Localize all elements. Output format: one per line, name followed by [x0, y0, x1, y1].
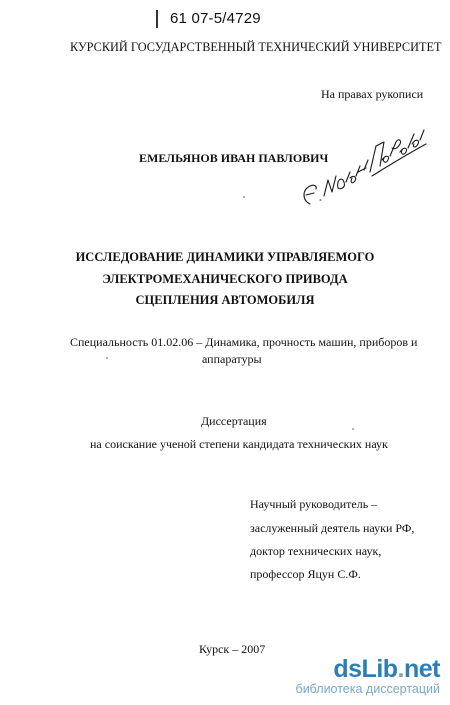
supervisor-line-3: доктор технических наук,: [250, 544, 382, 558]
university-name: КУРСКИЙ ГОСУДАРСТВЕННЫЙ ТЕХНИЧЕСКИЙ УНИВЕРСИТЕТ: [70, 40, 442, 54]
scan-speck: [106, 357, 108, 359]
archive-stamp-number: 61 07-5/4729: [170, 10, 261, 27]
specialty-line-1: Специальность 01.02.06 – Динамика, прочность машин, приборов и: [70, 335, 418, 349]
city-year: Курск – 2007: [199, 642, 266, 656]
scan-speck: [243, 196, 245, 198]
degree-purpose: на соискание ученой степени кандидата технических наук: [90, 437, 388, 451]
author-signature: [292, 126, 432, 216]
watermark[interactable]: [296, 656, 440, 697]
specialty-line-2: аппаратуры: [202, 352, 262, 366]
document-type: Диссертация: [201, 414, 267, 428]
manuscript-rights-note: На правах рукописи: [321, 87, 424, 101]
stamp-mark: [156, 10, 158, 28]
thesis-title-line-3: СЦЕПЛЕНИЯ АВТОМОБИЛЯ: [135, 293, 315, 307]
watermark-logo[interactable]: dsLib.net: [333, 655, 440, 683]
thesis-title-line-2: ЭЛЕКТРОМЕХАНИЧЕСКОГО ПРИВОДА: [102, 272, 348, 286]
thesis-title-line-1: ИССЛЕДОВАНИЕ ДИНАМИКИ УПРАВЛЯЕМОГО: [75, 250, 375, 264]
supervisor-line-4: профессор Яцун С.Ф.: [250, 567, 361, 581]
supervisor-line-1: Научный руководитель –: [250, 497, 378, 511]
scan-speck: [352, 428, 354, 430]
watermark-subtitle: библиотека диссертаций: [295, 682, 440, 696]
supervisor-line-2: заслуженный деятель науки РФ,: [250, 521, 415, 535]
author-name: ЕМЕЛЬЯНОВ ИВАН ПАВЛОВИЧ: [139, 151, 329, 165]
